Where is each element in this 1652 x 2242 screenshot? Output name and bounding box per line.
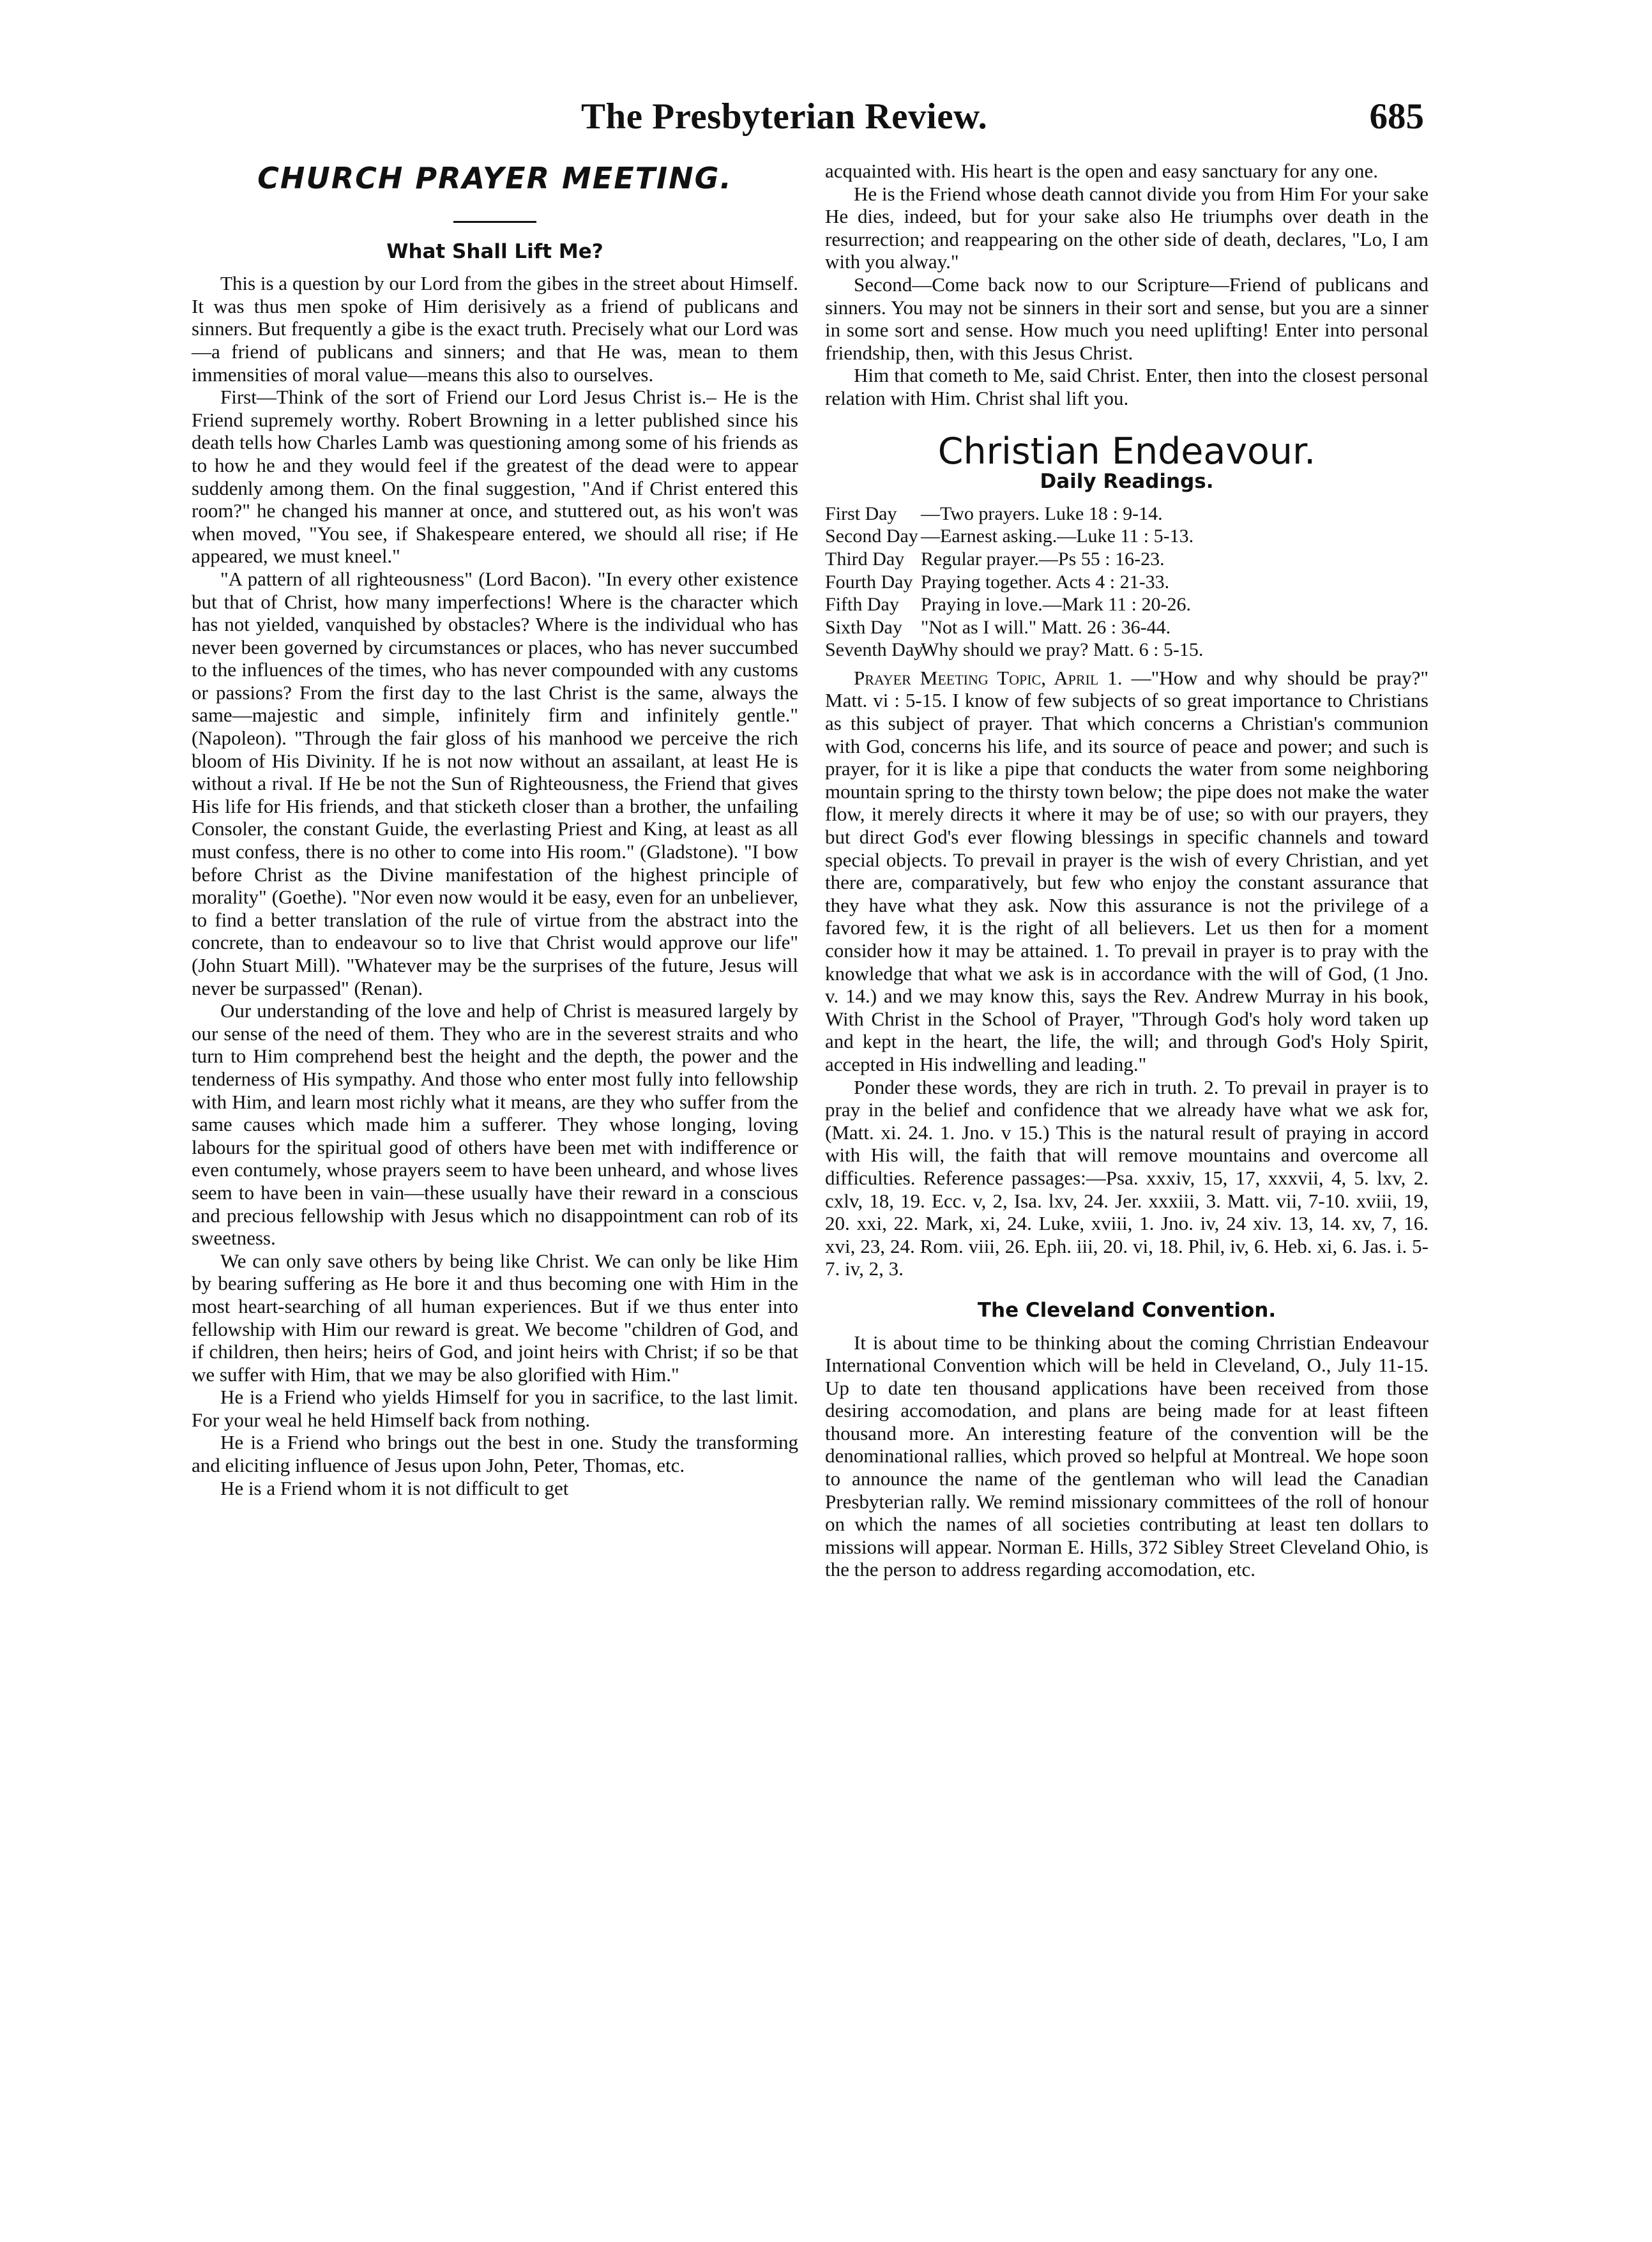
reading-item xyxy=(825,525,1428,548)
reading-item xyxy=(825,593,1428,616)
article-paragraph: He is a Friend who brings out the best in one. Study the transforming and eliciting influence of Jesus upon John, Peter, Thomas, etc. xyxy=(192,1431,798,1477)
divider-rule xyxy=(453,221,536,223)
article-paragraph: This is a question by our Lord from the gibes in the street about Himself. It was thus men spoke of Him derisively as a friend of publicans and sinners. But frequently a gibe is the exact truth. Precisely what our Lord was—a friend of publicans and sinners; and that He was, mean to them immensities of moral value—means this also to ourselves. xyxy=(192,272,798,386)
section-gap xyxy=(825,1280,1428,1299)
continuation-paragraph: Second—Come back now to our Scripture—Friend of publicans and sinners. You may not be sinners in their sort and sense, but you are a sinner in some sort and sense. How much you need uplifting! Enter into personal friendship, then, with this Jesus Christ. xyxy=(825,273,1428,364)
reading-text: Why should we pray? Matt. 6 : 5-15. xyxy=(921,639,1204,661)
page-number: 685 xyxy=(1369,96,1424,137)
reading-day: Sixth Day xyxy=(825,616,902,638)
article-paragraph: We can only save others by being like Christ. We can only be like Him by bearing suffering as He bore it and thus becoming one with Him in the most heart-searching of all human experiences. But if we thus enter into fellowship with Him our reward is great. We become "children of God, and if children, then heirs; heirs of God, and joint heirs with Christ; if so be that we suffer with Him, that we may be also glorified with Him." xyxy=(192,1249,798,1386)
reading-item xyxy=(825,639,1428,662)
reading-item xyxy=(825,548,1428,571)
reading-text: —Two prayers. Luke 18 : 9-14. xyxy=(921,503,1163,524)
reading-day: Fifth Day xyxy=(825,594,899,616)
article-paragraph: It is about time to be thinking about the coming Chrristian Endeavour International Convention which will be held in Cleveland, O., July 11-15. Up to date ten thousand applications have been received from those desiring accomodation, and plans are being made for at least fifteen thousand more. An interesting feature of the convention will be the denominational rallies, which proved so helpful at Montreal. We hope soon to announce the name of the gentleman who will lead the Canadian Presbyterian rally. We remind missionary committees of the roll of honour on which the names of all societies contributing at least ten dollars to missions will appear. Norman E. Hills, 372 Sibley Street Cleveland Ohio, is the the person to address regarding accomodation, etc. xyxy=(825,1331,1428,1581)
continuation-paragraph: He is the Friend whose death cannot divide you from Him For your sake He dies, indeed, but for your sake also He triumphs over death in the resurrection; and reappearing on the other side of death, declares, "Lo, I am with you alway." xyxy=(825,182,1428,273)
reading-text: Praying together. Acts 4 : 21-33. xyxy=(921,571,1170,593)
reading-text: —Earnest asking.—Luke 11 : 5-13. xyxy=(921,526,1194,547)
reading-text: Praying in love.—Mark 11 : 20-26. xyxy=(921,594,1192,616)
prayer-topic-text: —"How and why should be pray?" Matt. vi : 5-15. I know of few subjects of so great importance to Christians as this subject of prayer. That which concerns a Christian's communion with God, concerns his life, and its source of peace and power; and such is prayer, for it is like a pipe that conducts the water from some neighboring mountain spring to the thirsty town below; the pipe does not make the water flow, it merely directs it where it may be of use; so with our prayers, they but direct God's ever flowing blessings in specific channels and toward special objects. To prevail in prayer is the wish of every Christian, and yet there are, comparatively, but few who enjoy the constant assurance that they have what they ask. Now this assurance is not the privilege of a favored few, it is the right of all believers. Let us then for a moment consider how it may be attained. 1. To prevail in prayer is to pray with the knowledge that what we ask is in accordance with the will of God, (1 Jno. v. 14.) and we may know this, says the Rev. Andrew Murray in his book, With Christ in the School of Prayer, "Through God's holy word taken up and kept in the heart, the life, the will; and through God's Holy Spirit, accepted in His indwelling and leading." xyxy=(825,666,1428,1075)
continuation-paragraph: acquainted with. His heart is the open and easy sanctuary for any one. xyxy=(825,160,1378,182)
reading-day: First Day xyxy=(825,503,897,524)
continuation-paragraph: Him that cometh to Me, said Christ. Enter, then into the closest personal relation with Him. Christ shal lift you. xyxy=(825,364,1428,409)
reading-day: Third Day xyxy=(825,548,905,570)
reading-day: Second Day xyxy=(825,526,918,547)
prayer-topic-paragraph xyxy=(825,667,1428,1076)
left-column xyxy=(192,160,798,1499)
what-shall-lift-me-heading: What Shall Lift Me? xyxy=(386,239,603,263)
journal-title: The Presbyterian Review. xyxy=(581,96,988,137)
daily-readings-heading: Daily Readings. xyxy=(1040,470,1214,494)
page-header xyxy=(581,96,1424,140)
daily-readings-list xyxy=(825,503,1428,662)
church-prayer-meeting-heading: CHURCH PRAYER MEETING. xyxy=(257,161,732,195)
reading-text: Regular prayer.—Ps 55 : 16-23. xyxy=(921,548,1165,570)
reading-day: Seventh Day xyxy=(825,639,924,661)
reading-item xyxy=(825,616,1428,639)
christian-endeavour-heading: Christian Endeavour. xyxy=(937,430,1316,473)
reading-day: Fourth Day xyxy=(825,571,913,593)
reading-item xyxy=(825,571,1428,594)
article-paragraph: He is a Friend whom it is not difficult to get xyxy=(220,1476,569,1499)
reading-item xyxy=(825,503,1428,526)
right-column xyxy=(825,160,1428,1581)
cleveland-convention-heading: The Cleveland Convention. xyxy=(977,1298,1277,1322)
reading-text: "Not as I will." Matt. 26 : 36-44. xyxy=(921,616,1171,638)
article-paragraph: Ponder these words, they are rich in truth. 2. To prevail in prayer is to pray in the belief and confidence that we already have what we ask for, (Matt. xi. 24. 1. Jno. v 15.) This is the natural result of praying in accord with His will, the faith that will remove mountains and overcome all difficulties. Reference passages:—Psa. xxxiv, 15, 17, xxxvii, 4, 5. lxv, 2. cxlv, 18, 19. Ecc. v, 2, Isa. lxv, 24. Jer. xxxiii, 3. Matt. vii, 7-10. xviii, 19, 20. xxi, 22. Mark, xi, 24. Luke, xviii, 1. Jno. iv, 24 xiv. 13, 14. xv, 7, 16. xvi, 23, 24. Rom. viii, 26. Eph. iii, 20. vi, 18. Phil, iv, 6. Heb. xi, 6. Jas. i. 5-7. iv, 2, 3. xyxy=(825,1075,1428,1280)
article-paragraph: First—Think of the sort of Friend our Lord Jesus Christ is.– He is the Friend supremely worthy. Robert Browning in a letter published since his death tells how Charles Lamb was questioning among some of his friends as to how he and they would feel if the greatest of the dead were to appear suddenly among them. On the final suggestion, "And if Christ entered this room?" he changed his manner at once, and stuttered out, as his won't was when moved, "You see, if Shakespeare entered, we should all rise; if He appeared, we must kneel." xyxy=(192,386,798,568)
article-paragraph: Our understanding of the love and help of Christ is measured largely by our sense of the need of them. They who are in the severest straits and who turn to Him comprehend best the height and the depth, the power and the tenderness of His sympathy. And those who enter most fully into fellowship with Him, and learn most richly what it means, are they who suffer from the same causes which made him a sufferer. They whose longing, loving labours for the spiritual good of others have been met with indifference or even contumely, whose prayers seem to have been unheard, and whose lives seem to have been in vain—these usually have their reward in a conscious and precious fellowship with Jesus which no disappointment can rob of its sweetness. xyxy=(192,999,798,1250)
article-paragraph: He is a Friend who yields Himself for you in sacrifice, to the last limit. For your weal he held Himself back from nothing. xyxy=(192,1386,798,1431)
article-paragraph: "A pattern of all righteousness" (Lord Bacon). "In every other existence but that of Christ, how many imperfections! Where is the character which has not yielded, vanquished by obstacles? Where is the individual who has never been governed by circumstances or places, who has never succumbed to the influences of the times, who has never compounded with any customs or passions? From the first day to the last Christ is the same, always the same—majestic and simple, infinitely firm and infinitely gentle." (Napoleon). "Through the fair gloss of his manhood we perceive the rich bloom of His Divinity. If he is not now without an assailant, at least He is without a rival. If He be not the Sun of Righteousness, the Friend that gives His life for His friends, and that sticketh closer than a brother, the unfailing Consoler, the constant Guide, the everlasting Priest and King, at least as all must confess, there is no other to come into His room." (Gladstone). "I bow before Christ as the Divine manifestation of the highest principle of morality" (Goethe). "Nor even now would it be easy, even for an unbeliever, to find a better translation of the rule of virtue from the abstract into the concrete, than to endeavour so to live that Christ would approve our life" (John Stuart Mill). "Whatever may be the surprises of the future, Jesus will never be surpassed" (Renan). xyxy=(192,567,798,999)
prayer-topic-label: Prayer Meeting Topic, April 1. xyxy=(854,666,1123,689)
